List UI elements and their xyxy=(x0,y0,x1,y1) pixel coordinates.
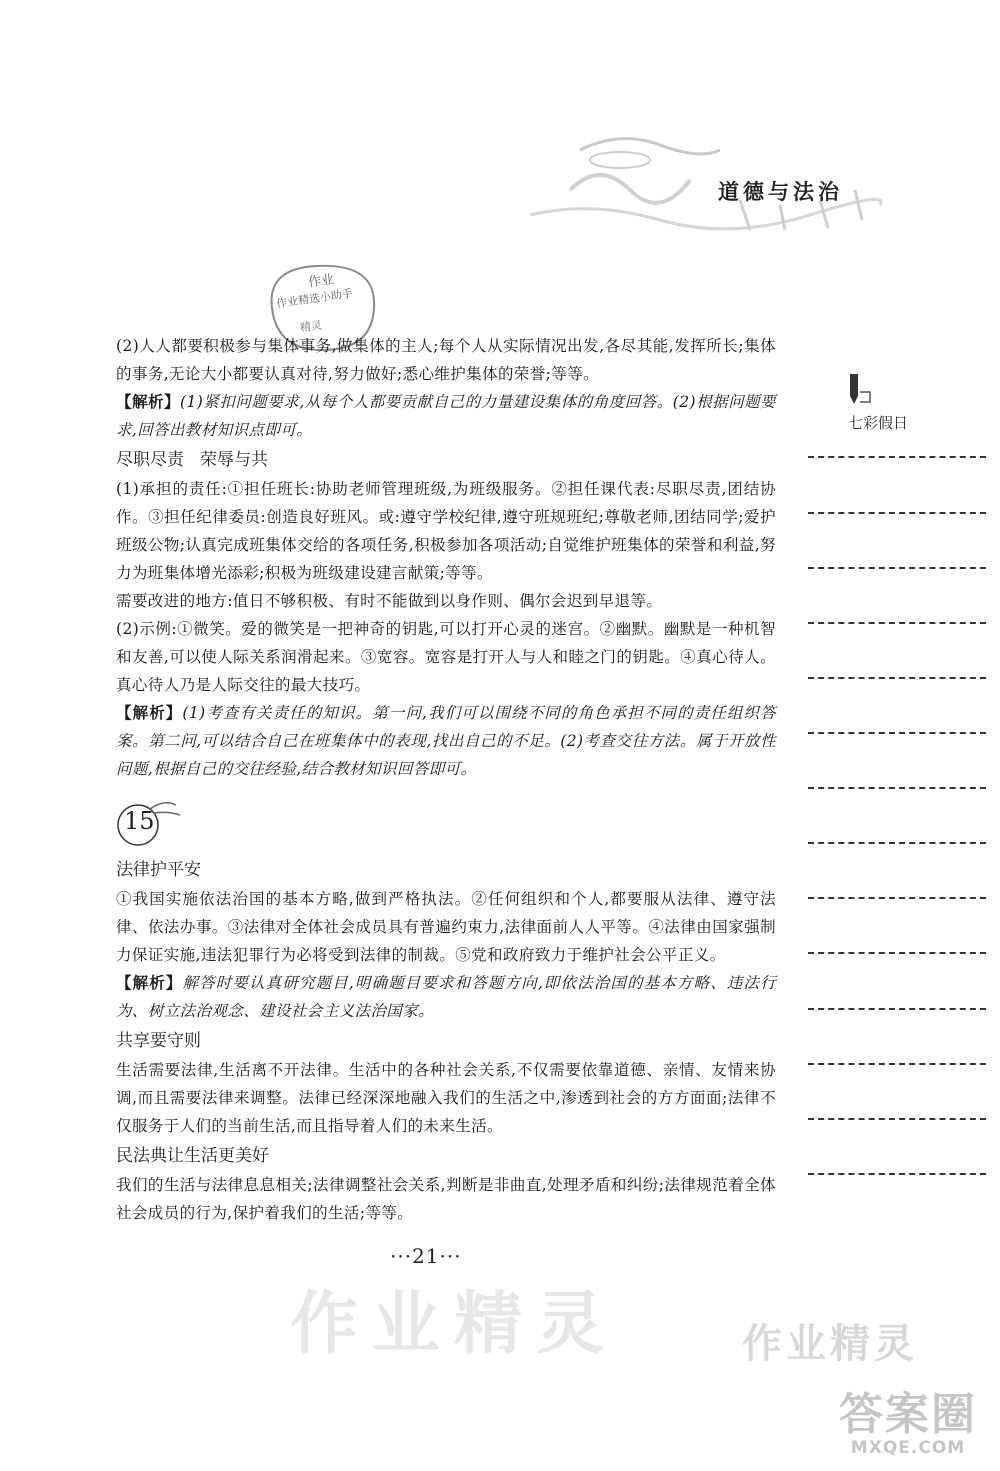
watermark-secondary: 作业精灵 xyxy=(742,1321,918,1367)
note-line xyxy=(808,677,986,679)
stamp-text-2: 作业精选小助手 xyxy=(275,286,354,311)
section-heading: 共享要守则 xyxy=(116,1031,201,1051)
note-line xyxy=(808,1063,986,1065)
note-line xyxy=(808,952,986,954)
note-line xyxy=(808,512,986,514)
site-watermark xyxy=(828,1389,988,1458)
note-line xyxy=(808,732,986,734)
analysis-tag: 【解析】 xyxy=(116,392,181,411)
answer-paragraph: ①我国实施依法治国的基本方略,做到严格执法。②任何组织和个人,都要服从法律、遵守法律、依法办事。③法律对全体社会成员具有普遍约束力,法律面前人人平等。④法律由国家强制力保证实施,违法犯罪行为必将受到法律的制裁。⑤党和政府致力于维护社会公平正义。 xyxy=(116,890,776,964)
section-heading: 民法典让生活更美好 xyxy=(116,1146,269,1166)
stamp-text-1: 作业 xyxy=(307,272,336,291)
heading-part-1: 尽职尽责 xyxy=(116,450,184,470)
answer-paragraph: (2)人人都要积极参与集体事务,做集体的主人;每个人从实际情况出发,各尽其能,发挥所长;集体的事务,无论大小都要认真对待,努力做好;悉心维护集体的荣誉;等等。 xyxy=(116,337,776,383)
heading-part-2: 荣辱与共 xyxy=(200,450,268,470)
site-name: 答案圈 xyxy=(839,1389,977,1440)
analysis-paragraph xyxy=(116,969,776,1025)
note-line xyxy=(808,1118,986,1120)
note-line xyxy=(808,787,986,789)
answer-paragraph: (2)示例:①微笑。爱的微笑是一把神奇的钥匙,可以打开心灵的迷宫。②幽默。幽默是一种机智和友善,可以使人际关系润滑起来。③宽容。宽容是打开人与人和睦之门的钥匙。④真心待人。真心待人乃是人际交往的最大技巧。 xyxy=(116,620,776,694)
section-heading: 法律护平安 xyxy=(116,860,201,880)
section-number-badge xyxy=(116,797,776,849)
analysis-paragraph xyxy=(116,388,776,444)
sidebar-label: 七彩假日 xyxy=(848,414,909,432)
answer-paragraph: 需要改进的地方:值日不够积极、有时不能做到以身作则、偶尔会迟到早退等。 xyxy=(116,592,663,610)
note-line xyxy=(808,1173,986,1175)
note-line xyxy=(808,842,986,844)
analysis-paragraph xyxy=(116,699,776,783)
section-heading xyxy=(116,447,776,473)
site-url: MXQE.COM xyxy=(850,1438,966,1458)
answer-content xyxy=(116,332,776,1227)
analysis-tag: 【解析】 xyxy=(116,703,183,722)
analysis-text: (1)紧扣问题要求,从每个人都要贡献自己的力量建设集体的角度回答。(2)根据问题要求,回答出教材知识点即可。 xyxy=(116,393,776,439)
note-line xyxy=(808,622,986,624)
analysis-text: 解答时要认真研究题目,明确题目要求和答题方向,即依法治国的基本方略、违法行为、树立法治观念、建设社会主义法治国家。 xyxy=(116,974,776,1020)
section-number: 15 xyxy=(124,807,155,835)
note-line xyxy=(808,1008,986,1010)
pen-icon xyxy=(844,370,874,410)
watermark: 作业精灵 xyxy=(290,1284,619,1364)
note-line xyxy=(808,567,986,569)
note-line xyxy=(808,456,986,458)
analysis-tag: 【解析】 xyxy=(116,973,183,992)
answer-paragraph: (1)承担的责任:①担任班长:协助老师管理班级,为班级服务。②担任课代表:尽职尽责,团结协作。③担任纪律委员:创造良好班风。或:遵守学校纪律,遵守班规班纪;尊敬老师,团结同学;爱护班级公物;认真完成班集体交给的各项任务,积极参加各项活动;自觉维护班集体的荣誉和利益,努力为班集体增光添彩;积极为班级建设建言献策;等等。 xyxy=(116,480,776,582)
answer-paragraph: 生活需要法律,生活离不开法律。生活中的各种社会关系,不仅需要依靠道德、亲情、友情来协调,而且需要法律来调整。法律已经深深地融入我们的生活之中,渗透到社会的方方面面;法律不仅服务于人们的当前生活,而且指导着人们的未来生活。 xyxy=(116,1061,776,1135)
subject-title: 道德与法治 xyxy=(718,179,843,204)
page-number: ···21··· xyxy=(390,1244,462,1268)
note-line xyxy=(808,897,986,899)
answer-paragraph: 我们的生活与法律息息相关;法律调整社会关系,判断是非曲直,处理矛盾和纠纷;法律规范着全体社会成员的行为,保护着我们的生活;等等。 xyxy=(116,1176,776,1222)
stamp-text-3: 精灵 xyxy=(299,318,323,335)
analysis-text: (1)考查有关责任的知识。第一问,我们可以围绕不同的角色承担不同的责任组织答案。第二问,可以结合自己在班集体中的表现,找出自己的不足。(2)考查交往方法。属于开放性问题,根据自己的交往经验,结合教材知识回答即可。 xyxy=(116,704,776,778)
